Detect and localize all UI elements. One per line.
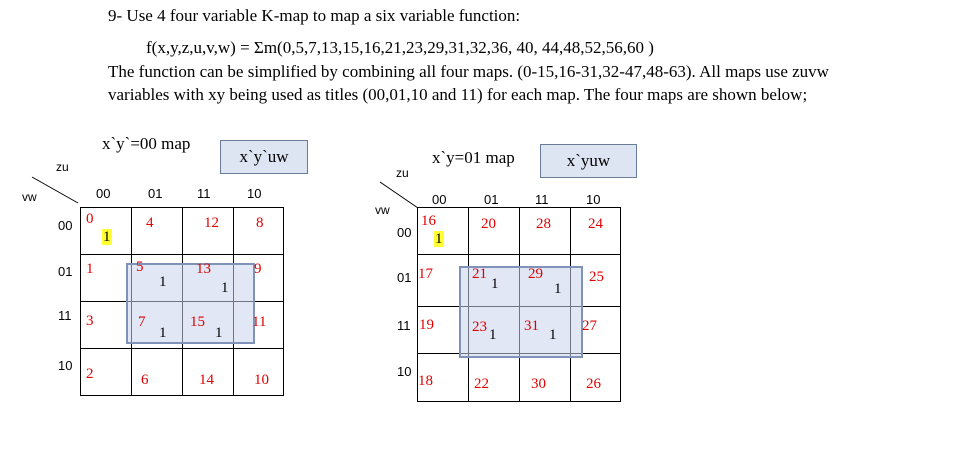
grouping-rectangle bbox=[126, 263, 255, 344]
minterm: 17 bbox=[418, 266, 433, 282]
minterm: 12 bbox=[204, 215, 219, 231]
minterm: 23 bbox=[472, 319, 487, 335]
problem-text-line-3: The function can be simplified by combining all four maps. (0-15,16-31,32-47,48-63). All maps use zuvw bbox=[108, 62, 829, 81]
minterm: 0 bbox=[86, 211, 94, 227]
minterm: 27 bbox=[582, 318, 597, 334]
map-title: x`y=01 map bbox=[432, 148, 515, 167]
minterm: 24 bbox=[588, 216, 603, 232]
col-header: 00 bbox=[96, 186, 111, 201]
one-entry: 1 bbox=[159, 274, 167, 290]
col-var-label: zu bbox=[396, 166, 409, 180]
one-entry: 1 bbox=[489, 327, 497, 343]
map-title: x`y`=00 map bbox=[102, 134, 191, 153]
corner-diagonal bbox=[378, 180, 420, 210]
function-definition: f(x,y,z,u,v,w) = Σm(0,5,7,13,15,16,21,23,29,31,32,36, 40, 44,48,52,56,60 ) bbox=[146, 38, 654, 57]
minterm: 26 bbox=[586, 376, 601, 392]
minterm: 13 bbox=[196, 261, 211, 277]
col-header: 10 bbox=[586, 192, 601, 207]
one-entry: 1 bbox=[159, 325, 167, 341]
minterm: 25 bbox=[589, 269, 604, 285]
col-header: 00 bbox=[432, 192, 447, 207]
minterm: 4 bbox=[146, 215, 154, 231]
row-header: 10 bbox=[58, 358, 73, 373]
row-var-label: vw bbox=[375, 203, 390, 217]
row-header: 01 bbox=[58, 264, 73, 279]
col-header: 11 bbox=[197, 186, 211, 201]
minterm: 15 bbox=[190, 314, 205, 330]
minterm: 7 bbox=[138, 314, 146, 330]
one-entry: 1 bbox=[103, 229, 111, 245]
one-entry: 1 bbox=[435, 231, 443, 247]
minterm: 6 bbox=[141, 372, 149, 388]
minterm: 20 bbox=[481, 216, 496, 232]
row-header: 00 bbox=[58, 218, 73, 233]
corner-diagonal bbox=[30, 175, 80, 205]
row-header: 00 bbox=[397, 225, 412, 240]
minterm: 10 bbox=[254, 372, 269, 388]
minterm: 31 bbox=[524, 318, 539, 334]
problem-text-line-4: variables with xy being used as titles (00,01,10 and 11) for each map. The four maps are shown below; bbox=[108, 85, 808, 104]
problem-heading: 9- Use 4 four variable K-map to map a six variable function: bbox=[108, 6, 521, 25]
one-entry: 1 bbox=[221, 280, 229, 296]
minterm: 22 bbox=[474, 376, 489, 392]
col-header: 10 bbox=[247, 186, 262, 201]
col-header: 01 bbox=[484, 192, 499, 207]
minterm: 3 bbox=[86, 313, 94, 329]
one-entry: 1 bbox=[491, 276, 499, 292]
row-var-label: vw bbox=[22, 190, 37, 204]
minterm: 21 bbox=[472, 266, 487, 282]
minterm: 18 bbox=[418, 373, 433, 389]
col-header: 11 bbox=[535, 192, 549, 207]
minterm: 30 bbox=[531, 376, 546, 392]
minterm: 2 bbox=[86, 366, 94, 382]
one-entry: 1 bbox=[554, 281, 562, 297]
minterm: 11 bbox=[252, 314, 267, 330]
col-header: 01 bbox=[148, 186, 163, 201]
one-entry: 1 bbox=[215, 325, 223, 341]
map-title-box: x`y`uw bbox=[220, 140, 308, 174]
col-var-label: zu bbox=[56, 160, 69, 174]
map-title-box: x`yuw bbox=[540, 144, 637, 178]
minterm: 5 bbox=[136, 259, 144, 275]
row-header: 10 bbox=[397, 364, 412, 379]
minterm: 19 bbox=[419, 317, 434, 333]
minterm: 1 bbox=[86, 261, 94, 277]
row-header: 01 bbox=[397, 270, 412, 285]
minterm: 29 bbox=[528, 266, 543, 282]
row-header: 11 bbox=[58, 308, 72, 323]
minterm: 16 bbox=[421, 213, 436, 229]
one-entry: 1 bbox=[549, 327, 557, 343]
minterm: 8 bbox=[256, 215, 264, 231]
row-header: 11 bbox=[397, 318, 411, 333]
minterm: 28 bbox=[536, 216, 551, 232]
minterm: 9 bbox=[254, 261, 262, 277]
minterm: 14 bbox=[199, 372, 214, 388]
